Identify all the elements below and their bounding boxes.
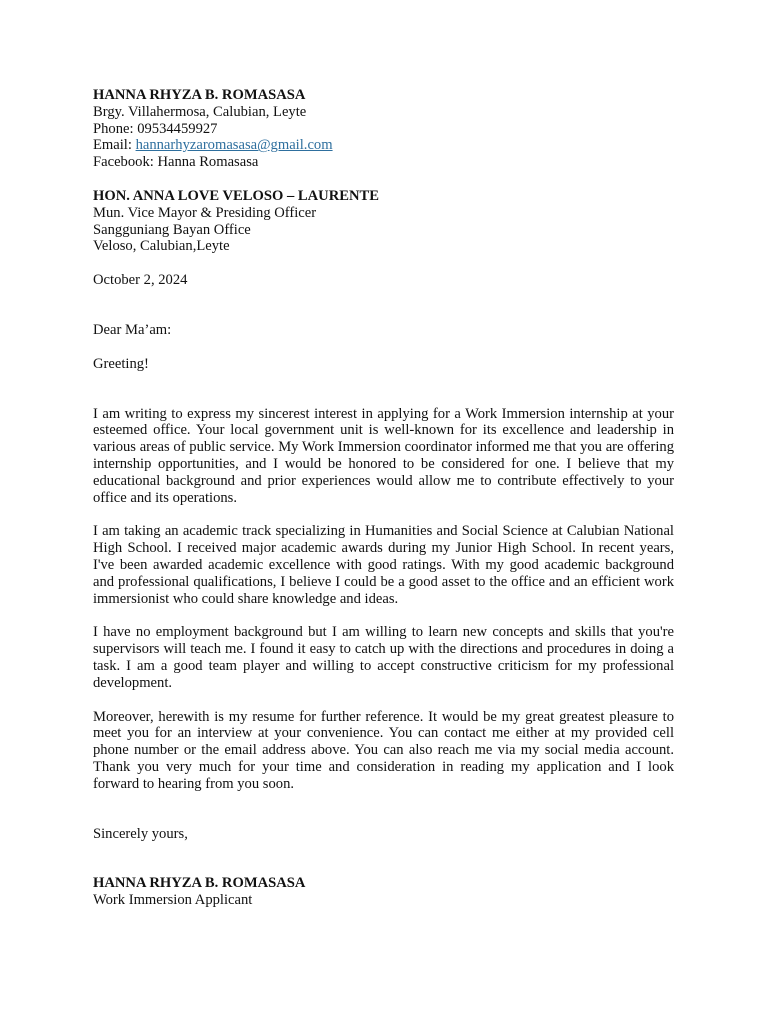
sender-block xyxy=(93,87,674,171)
sender-phone xyxy=(93,121,674,138)
phone-label: Phone: xyxy=(93,120,138,137)
facebook-label: Facebook: xyxy=(93,154,158,171)
email-link[interactable]: hannarhyzaromasasa@gmail.com xyxy=(135,137,333,154)
letter-page xyxy=(93,87,674,909)
body-paragraph: I am taking an academic track specializing in Humanities and Social Science at Calubian National High School. I received major academic awards during my Junior High School. In recent years, I've been awarded academic excellence with good ratings. With my good academic background and professional qualifications, I believe I could be a good asset to the office and an efficient work immersionist who could share knowledge and ideas. xyxy=(93,523,674,607)
closing: Sincerely yours, xyxy=(93,825,188,842)
email-label: Email: xyxy=(93,137,136,154)
signature-role: Work Immersion Applicant xyxy=(93,892,253,909)
recipient-block xyxy=(93,188,674,255)
recipient-title: Mun. Vice Mayor & Presiding Officer xyxy=(93,204,317,221)
body-paragraph: Moreover, herewith is my resume for further reference. It would be my great greatest pleasure to meet you for an interview at your convenience. You can contact me either at my provided cell phone number or the email address above. You can also reach me via my social media account. Thank you very much for your time and consideration in reading my application and I look forward to hearing from you soon. xyxy=(93,708,674,792)
sender-facebook xyxy=(93,154,674,171)
phone-number: 09534459927 xyxy=(137,120,218,137)
recipient-name: HON. ANNA LOVE VELOSO – LAURENTE xyxy=(93,187,379,204)
body-paragraph: I am writing to express my sincerest interest in applying for a Work Immersion internship at your esteemed office. Your local government unit is well-known for its excellence and leadership in various areas of public service. My Work Immersion coordinator informed me that you are offering internship opportunities, and I would be honored to be considered for one. I believe that my educational background and prior experiences would allow me to contribute effectively to your office and its operations. xyxy=(93,405,674,506)
body-paragraph: I have no employment background but I am willing to learn new concepts and skills that you're supervisors will teach me. I found it easy to catch up with the directions and procedures in doing a task. I am a good team player and willing to accept constructive criticism for my professional development. xyxy=(93,624,674,691)
salutation: Dear Ma’am: xyxy=(93,321,172,338)
letter-date: October 2, 2024 xyxy=(93,272,188,289)
sender-address: Brgy. Villahermosa, Calubian, Leyte xyxy=(93,103,307,120)
signature-name: HANNA RHYZA B. ROMASASA xyxy=(93,875,306,892)
recipient-address: Veloso, Calubian,Leyte xyxy=(93,238,230,255)
greeting: Greeting! xyxy=(93,355,149,372)
signature-block xyxy=(93,875,674,909)
recipient-office: Sangguniang Bayan Office xyxy=(93,221,251,238)
sender-email xyxy=(93,137,674,154)
facebook-name: Hanna Romasasa xyxy=(157,154,259,171)
sender-name: HANNA RHYZA B. ROMASASA xyxy=(93,87,306,103)
